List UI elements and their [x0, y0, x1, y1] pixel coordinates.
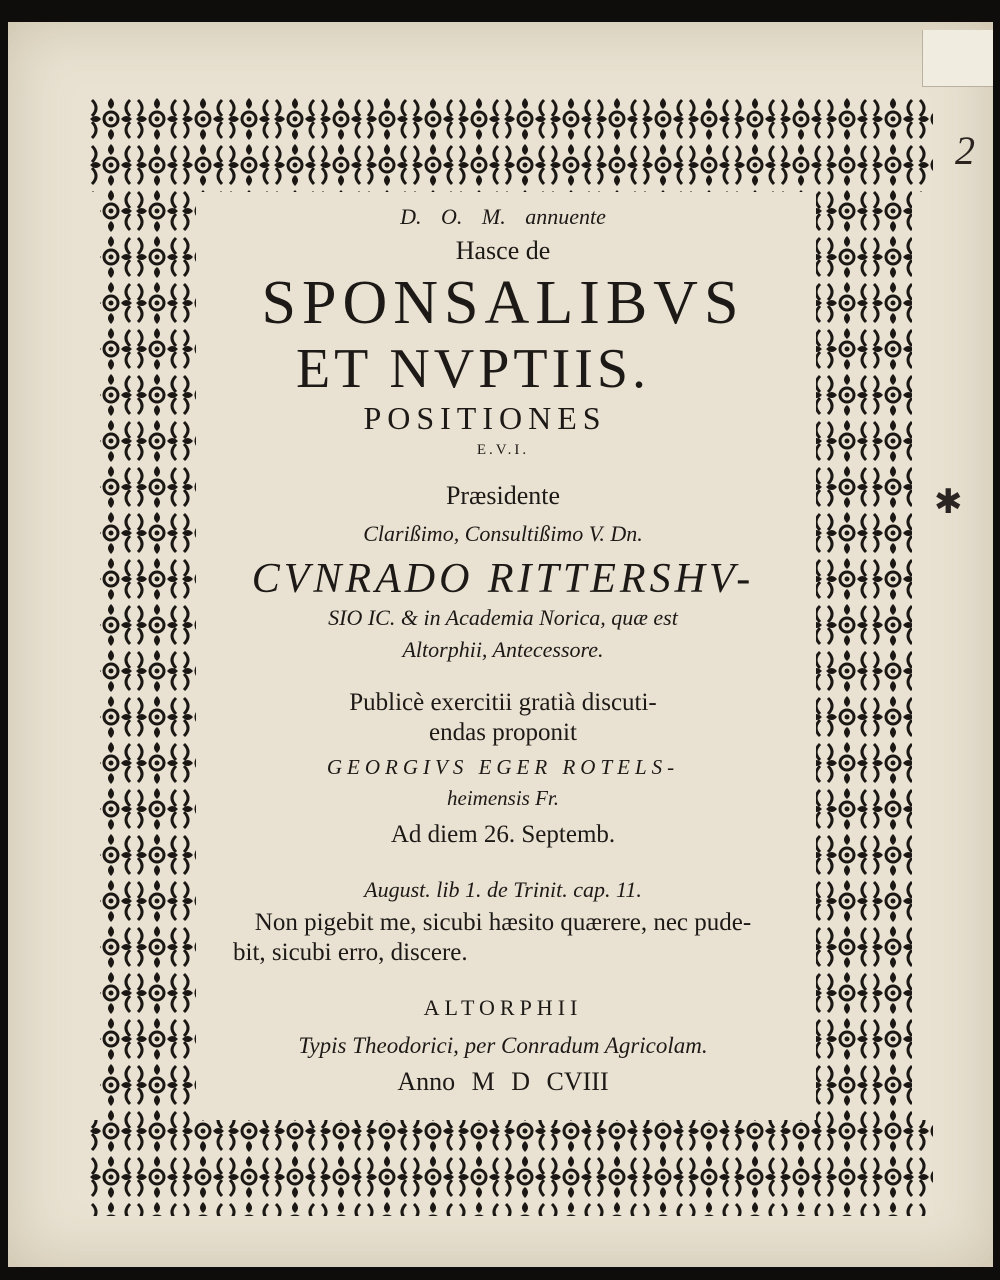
quote-line-1: Non pigebit me, sicubi hæsito quærere, nec pude- — [254, 909, 752, 936]
respondent-name: GEORGIVS EGER ROTELS- — [326, 755, 680, 779]
academia-line: SIO IC. & in Academia Norica, quæ est — [328, 605, 678, 630]
imprint-place: ALTORPHII — [423, 995, 583, 1020]
subtitle-positiones: POSITIONES — [363, 400, 607, 436]
evi-line: E.V.I. — [476, 442, 530, 458]
page-number: 2 — [955, 128, 975, 173]
quote-source: August. lib 1. de Trinit. cap. 11. — [364, 877, 642, 902]
book-page — [8, 22, 993, 1267]
title-text-block — [203, 182, 803, 1097]
imprint-printer: Typis Theodorici, per Conradum Agricolam. — [298, 1033, 708, 1058]
praesidente-line: Præsidente — [445, 481, 561, 510]
paper-tab — [922, 30, 993, 87]
intro-line: Hasce de — [455, 236, 551, 265]
respondent-origin: heimensis Fr. — [447, 786, 559, 810]
ink-blot: ✱ — [934, 484, 963, 521]
quote-line-2: bit, sicubi erro, discere. — [233, 939, 468, 966]
main-title-line-1: SPONSALIBVS — [261, 269, 745, 337]
main-title-line-2: ET NVPTIIS. — [295, 338, 651, 400]
proponit-line: endas proponit — [429, 719, 577, 746]
imprint-year: Anno M D CVIII — [397, 1067, 609, 1096]
clarissimo-line: Clarißimo, Consultißimo V. Dn. — [363, 521, 643, 546]
date-line: Ad diem 26. Septemb. — [390, 821, 616, 848]
president-name: CVNRADO RITTERSHV- — [251, 556, 755, 602]
antecessore-line: Altorphii, Antecessore. — [402, 637, 604, 662]
dedication-line: D. O. M. annuente — [400, 204, 606, 229]
publice-line: Publicè exercitii gratià discuti- — [349, 689, 657, 716]
